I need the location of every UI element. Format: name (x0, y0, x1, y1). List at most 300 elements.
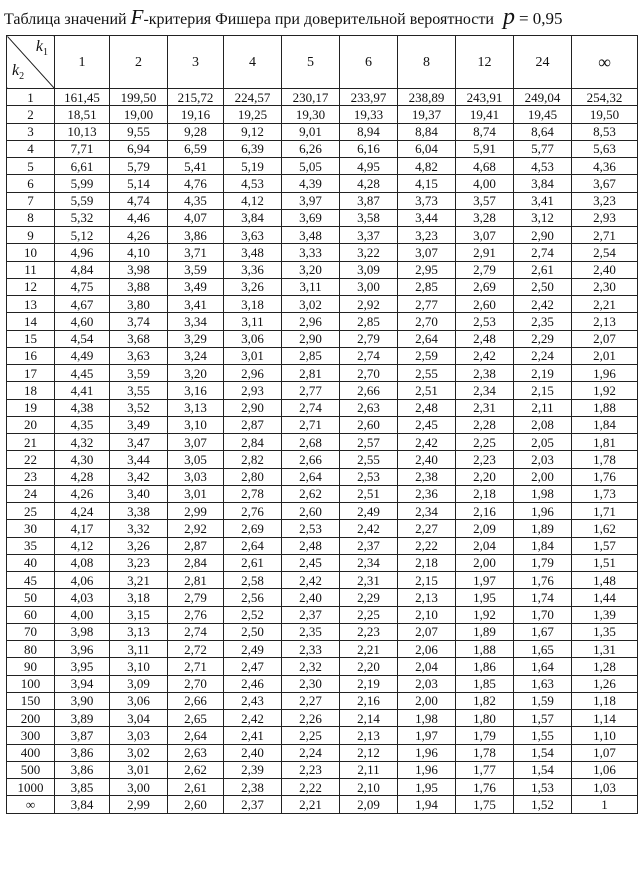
row-header: 17 (7, 365, 55, 382)
row-header: 23 (7, 468, 55, 485)
table-cell: 5,14 (110, 175, 168, 192)
row-header: 24 (7, 485, 55, 502)
table-cell: 3,98 (110, 261, 168, 278)
table-cell: 3,20 (282, 261, 340, 278)
table-row (7, 365, 638, 382)
table-cell: 3,63 (110, 347, 168, 364)
table-cell: 2,06 (398, 641, 456, 658)
row-header: 30 (7, 520, 55, 537)
table-cell: 4,00 (456, 175, 514, 192)
table-cell: 3,40 (110, 485, 168, 502)
row-header: 70 (7, 623, 55, 640)
table-cell: 2,92 (340, 296, 398, 313)
table-cell: 4,06 (55, 572, 110, 589)
row-header: 4 (7, 140, 55, 157)
column-header: 6 (340, 36, 398, 89)
table-row (7, 503, 638, 520)
table-row (7, 710, 638, 727)
table-cell: 1,85 (456, 675, 514, 692)
table-cell: 2,09 (340, 796, 398, 813)
table-cell: 4,67 (55, 296, 110, 313)
table-cell: 2,74 (340, 347, 398, 364)
table-cell: 2,20 (340, 658, 398, 675)
table-cell: 2,69 (224, 520, 282, 537)
table-cell: 3,73 (398, 192, 456, 209)
table-cell: 2,99 (168, 503, 224, 520)
table-cell: 1,84 (514, 537, 572, 554)
table-cell: 2,42 (282, 572, 340, 589)
row-header: 13 (7, 296, 55, 313)
table-cell: 2,22 (282, 779, 340, 796)
table-cell: 2,87 (168, 537, 224, 554)
table-cell: 10,13 (55, 123, 110, 140)
table-cell: 2,21 (340, 641, 398, 658)
table-cell: 1,39 (572, 606, 638, 623)
table-cell: 2,16 (340, 692, 398, 709)
table-cell: 2,41 (224, 727, 282, 744)
table-cell: 2,23 (340, 623, 398, 640)
table-row (7, 89, 638, 106)
table-cell: 2,35 (282, 623, 340, 640)
table-cell: 3,85 (55, 779, 110, 796)
table-cell: 3,32 (110, 520, 168, 537)
table-cell: 3,84 (224, 209, 282, 226)
table-cell: 2,25 (282, 727, 340, 744)
table-cell: 3,05 (168, 451, 224, 468)
table-cell: 2,11 (340, 761, 398, 778)
table-cell: 1,57 (514, 710, 572, 727)
table-cell: 3,22 (340, 244, 398, 261)
table-cell: 2,81 (282, 365, 340, 382)
table-cell: 8,94 (340, 123, 398, 140)
row-header: 18 (7, 382, 55, 399)
table-cell: 2,71 (282, 416, 340, 433)
table-cell: 4,00 (55, 606, 110, 623)
row-header: ∞ (7, 796, 55, 813)
table-row (7, 589, 638, 606)
table-cell: 2,74 (514, 244, 572, 261)
table-row (7, 399, 638, 416)
table-cell: 9,12 (224, 123, 282, 140)
table-cell: 2,57 (340, 434, 398, 451)
corner-cell (7, 36, 55, 89)
table-cell: 2,32 (282, 658, 340, 675)
table-cell: 3,26 (224, 278, 282, 295)
table-row (7, 692, 638, 709)
table-cell: 1,77 (456, 761, 514, 778)
table-cell: 5,59 (55, 192, 110, 209)
table-cell: 4,53 (224, 175, 282, 192)
table-cell: 2,00 (456, 554, 514, 571)
table-cell: 2,76 (168, 606, 224, 623)
table-cell: 2,66 (168, 692, 224, 709)
table-cell: 6,59 (168, 140, 224, 157)
table-cell: 3,38 (110, 503, 168, 520)
table-cell: 2,13 (340, 727, 398, 744)
table-cell: 3,02 (282, 296, 340, 313)
row-header: 22 (7, 451, 55, 468)
table-cell: 1,96 (514, 503, 572, 520)
table-cell: 2,55 (398, 365, 456, 382)
table-cell: 2,79 (456, 261, 514, 278)
table-cell: 3,47 (110, 434, 168, 451)
row-header: 6 (7, 175, 55, 192)
table-cell: 3,80 (110, 296, 168, 313)
table-cell: 2,48 (282, 537, 340, 554)
table-cell: 2,50 (514, 278, 572, 295)
table-cell: 1,07 (572, 744, 638, 761)
table-cell: 5,12 (55, 227, 110, 244)
table-body (7, 89, 638, 814)
table-cell: 238,89 (398, 89, 456, 106)
table-cell: 4,28 (340, 175, 398, 192)
table-cell: 1,79 (514, 554, 572, 571)
table-cell: 1,67 (514, 623, 572, 640)
table-cell: 1,63 (514, 675, 572, 692)
table-row (7, 123, 638, 140)
table-cell: 2,96 (282, 313, 340, 330)
table-cell: 2,38 (224, 779, 282, 796)
table-cell: 1,71 (572, 503, 638, 520)
table-cell: 2,71 (572, 227, 638, 244)
table-cell: 3,02 (110, 744, 168, 761)
row-header: 11 (7, 261, 55, 278)
table-cell: 3,95 (55, 658, 110, 675)
table-cell: 3,10 (110, 658, 168, 675)
table-cell: 4,54 (55, 330, 110, 347)
table-cell: 4,26 (55, 485, 110, 502)
row-header: 300 (7, 727, 55, 744)
table-cell: 1,53 (514, 779, 572, 796)
table-cell: 1,26 (572, 675, 638, 692)
row-header: 10 (7, 244, 55, 261)
table-cell: 2,13 (398, 589, 456, 606)
table-cell: 2,77 (282, 382, 340, 399)
table-cell: 3,34 (168, 313, 224, 330)
table-cell: 1,62 (572, 520, 638, 537)
table-cell: 161,45 (55, 89, 110, 106)
table-cell: 2,50 (224, 623, 282, 640)
table-cell: 1,78 (572, 451, 638, 468)
table-row (7, 779, 638, 796)
table-cell: 2,80 (224, 468, 282, 485)
row-header: 1 (7, 89, 55, 106)
table-cell: 3,03 (168, 468, 224, 485)
table-cell: 4,53 (514, 158, 572, 175)
table-cell: 4,35 (168, 192, 224, 209)
table-cell: 2,65 (168, 710, 224, 727)
table-cell: 3,87 (340, 192, 398, 209)
table-cell: 1,98 (514, 485, 572, 502)
table-cell: 3,15 (110, 606, 168, 623)
page-title (4, 3, 640, 31)
table-cell: 4,30 (55, 451, 110, 468)
table-cell: 2,95 (398, 261, 456, 278)
row-header: 14 (7, 313, 55, 330)
table-cell: 1,82 (456, 692, 514, 709)
row-header: 2 (7, 106, 55, 123)
table-cell: 1,48 (572, 572, 638, 589)
table-cell: 2,08 (514, 416, 572, 433)
table-cell: 249,04 (514, 89, 572, 106)
table-cell: 1,79 (456, 727, 514, 744)
table-cell: 3,86 (55, 761, 110, 778)
table-cell: 1,96 (398, 744, 456, 761)
table-cell: 3,20 (168, 365, 224, 382)
row-header: 150 (7, 692, 55, 709)
table-cell: 1,52 (514, 796, 572, 813)
table-cell: 19,16 (168, 106, 224, 123)
table-cell: 4,96 (55, 244, 110, 261)
row-header: 20 (7, 416, 55, 433)
table-cell: 3,97 (282, 192, 340, 209)
table-cell: 3,52 (110, 399, 168, 416)
table-cell: 2,29 (514, 330, 572, 347)
table-cell: 4,24 (55, 503, 110, 520)
table-cell: 2,99 (110, 796, 168, 813)
table-cell: 1,97 (398, 727, 456, 744)
table-cell: 1,70 (514, 606, 572, 623)
table-cell: 4,60 (55, 313, 110, 330)
table-cell: 3,11 (282, 278, 340, 295)
table-row (7, 606, 638, 623)
table-cell: 2,62 (168, 761, 224, 778)
column-header: 1 (55, 36, 110, 89)
table-cell: 3,06 (110, 692, 168, 709)
table-cell: 2,18 (398, 554, 456, 571)
table-cell: 3,10 (168, 416, 224, 433)
table-cell: 3,63 (224, 227, 282, 244)
table-cell: 2,93 (572, 209, 638, 226)
table-cell: 1,51 (572, 554, 638, 571)
table-row (7, 796, 638, 813)
table-cell: 230,17 (282, 89, 340, 106)
table-cell: 4,08 (55, 554, 110, 571)
title-text-after: -критерия Фишера при доверительной вероятности (143, 11, 494, 28)
table-row (7, 106, 638, 123)
table-cell: 3,04 (110, 710, 168, 727)
table-cell: 4,84 (55, 261, 110, 278)
table-cell: 2,04 (456, 537, 514, 554)
table-cell: 1,96 (398, 761, 456, 778)
table-cell: 224,57 (224, 89, 282, 106)
table-cell: 4,95 (340, 158, 398, 175)
table-cell: 2,91 (456, 244, 514, 261)
table-cell: 1,92 (572, 382, 638, 399)
row-header: 25 (7, 503, 55, 520)
table-cell: 2,63 (340, 399, 398, 416)
table-cell: 1,59 (514, 692, 572, 709)
table-cell: 2,29 (340, 589, 398, 606)
table-cell: 7,71 (55, 140, 110, 157)
row-header: 3 (7, 123, 55, 140)
table-cell: 1,98 (398, 710, 456, 727)
table-cell: 3,23 (572, 192, 638, 209)
table-cell: 5,79 (110, 158, 168, 175)
table-cell: 19,00 (110, 106, 168, 123)
table-cell: 3,86 (168, 227, 224, 244)
table-cell: 5,63 (572, 140, 638, 157)
table-cell: 2,58 (224, 572, 282, 589)
table-cell: 1,31 (572, 641, 638, 658)
table-cell: 4,74 (110, 192, 168, 209)
table-cell: 1,89 (514, 520, 572, 537)
table-cell: 1,74 (514, 589, 572, 606)
table-cell: 3,84 (55, 796, 110, 813)
table-cell: 2,61 (224, 554, 282, 571)
table-cell: 2,25 (340, 606, 398, 623)
table-cell: 3,12 (514, 209, 572, 226)
table-row (7, 330, 638, 347)
table-cell: 2,47 (224, 658, 282, 675)
table-cell: 2,36 (398, 485, 456, 502)
table-cell: 3,11 (224, 313, 282, 330)
table-cell: 1,86 (456, 658, 514, 675)
table-cell: 2,49 (224, 641, 282, 658)
table-cell: 2,60 (282, 503, 340, 520)
table-cell: 2,22 (398, 537, 456, 554)
table-cell: 2,49 (340, 503, 398, 520)
table-cell: 4,36 (572, 158, 638, 175)
table-cell: 2,30 (572, 278, 638, 295)
table-cell: 3,59 (168, 261, 224, 278)
row-header: 15 (7, 330, 55, 347)
table-cell: 2,92 (168, 520, 224, 537)
table-cell: 2,10 (398, 606, 456, 623)
table-cell: 2,53 (282, 520, 340, 537)
table-cell: 2,62 (282, 485, 340, 502)
table-cell: 5,91 (456, 140, 514, 157)
table-row (7, 572, 638, 589)
table-cell: 2,16 (456, 503, 514, 520)
table-cell: 2,26 (282, 710, 340, 727)
table-cell: 1,95 (398, 779, 456, 796)
table-row (7, 416, 638, 433)
table-cell: 3,55 (110, 382, 168, 399)
table-row (7, 244, 638, 261)
row-header: 80 (7, 641, 55, 658)
table-cell: 2,03 (514, 451, 572, 468)
table-cell: 1,54 (514, 744, 572, 761)
table-cell: 2,15 (398, 572, 456, 589)
table-cell: 2,13 (572, 313, 638, 330)
table-cell: 1,89 (456, 623, 514, 640)
table-cell: 2,46 (224, 675, 282, 692)
table-cell: 2,39 (224, 761, 282, 778)
table-cell: 4,41 (55, 382, 110, 399)
table-cell: 6,61 (55, 158, 110, 175)
table-cell: 3,49 (110, 416, 168, 433)
table-cell: 2,90 (514, 227, 572, 244)
table-cell: 2,48 (398, 399, 456, 416)
row-header: 16 (7, 347, 55, 364)
table-cell: 19,25 (224, 106, 282, 123)
table-cell: 1,84 (572, 416, 638, 433)
table-cell: 19,41 (456, 106, 514, 123)
table-cell: 5,41 (168, 158, 224, 175)
table-cell: 4,12 (224, 192, 282, 209)
table-cell: 2,64 (168, 727, 224, 744)
table-cell: 3,94 (55, 675, 110, 692)
row-header: 45 (7, 572, 55, 589)
table-row (7, 537, 638, 554)
row-header: 400 (7, 744, 55, 761)
table-cell: 2,20 (456, 468, 514, 485)
table-cell: 3,24 (168, 347, 224, 364)
table-cell: 1,97 (456, 572, 514, 589)
table-cell: 2,00 (398, 692, 456, 709)
table-cell: 2,90 (282, 330, 340, 347)
table-cell: 18,51 (55, 106, 110, 123)
table-cell: 3,71 (168, 244, 224, 261)
table-row (7, 641, 638, 658)
title-p-value: = 0,95 (518, 9, 563, 28)
table-row (7, 744, 638, 761)
table-cell: 2,69 (456, 278, 514, 295)
table-cell: 4,26 (110, 227, 168, 244)
table-cell: 1 (572, 796, 638, 813)
column-header: 8 (398, 36, 456, 89)
table-cell: 2,21 (572, 296, 638, 313)
table-row (7, 520, 638, 537)
table-cell: 2,56 (224, 589, 282, 606)
table-cell: 2,18 (456, 485, 514, 502)
table-cell: 3,59 (110, 365, 168, 382)
table-cell: 4,45 (55, 365, 110, 382)
table-cell: 2,10 (340, 779, 398, 796)
table-cell: 5,19 (224, 158, 282, 175)
table-cell: 2,27 (398, 520, 456, 537)
table-cell: 243,91 (456, 89, 514, 106)
column-header: 24 (514, 36, 572, 89)
table-cell: 2,42 (398, 434, 456, 451)
table-row (7, 140, 638, 157)
table-cell: 2,35 (514, 313, 572, 330)
table-row (7, 313, 638, 330)
table-cell: 2,85 (398, 278, 456, 295)
table-cell: 2,04 (398, 658, 456, 675)
table-cell: 19,37 (398, 106, 456, 123)
table-cell: 2,60 (340, 416, 398, 433)
table-cell: 5,99 (55, 175, 110, 192)
table-cell: 9,55 (110, 123, 168, 140)
table-cell: 8,64 (514, 123, 572, 140)
column-header: 5 (282, 36, 340, 89)
table-row (7, 158, 638, 175)
row-header: 19 (7, 399, 55, 416)
table-cell: 2,40 (282, 589, 340, 606)
table-cell: 1,95 (456, 589, 514, 606)
table-cell: 2,42 (340, 520, 398, 537)
table-cell: 2,28 (456, 416, 514, 433)
table-cell: 2,85 (340, 313, 398, 330)
table-cell: 4,76 (168, 175, 224, 192)
table-cell: 2,38 (456, 365, 514, 382)
column-header: 3 (168, 36, 224, 89)
table-cell: 1,92 (456, 606, 514, 623)
title-text: Таблица значений (4, 11, 127, 28)
table-cell: 2,87 (224, 416, 282, 433)
table-cell: 1,94 (398, 796, 456, 813)
table-cell: 3,28 (456, 209, 514, 226)
table-cell: 3,48 (224, 244, 282, 261)
table-cell: 3,89 (55, 710, 110, 727)
table-cell: 3,29 (168, 330, 224, 347)
table-cell: 3,18 (110, 589, 168, 606)
table-cell: 2,42 (456, 347, 514, 364)
table-cell: 1,64 (514, 658, 572, 675)
table-cell: 2,53 (340, 468, 398, 485)
